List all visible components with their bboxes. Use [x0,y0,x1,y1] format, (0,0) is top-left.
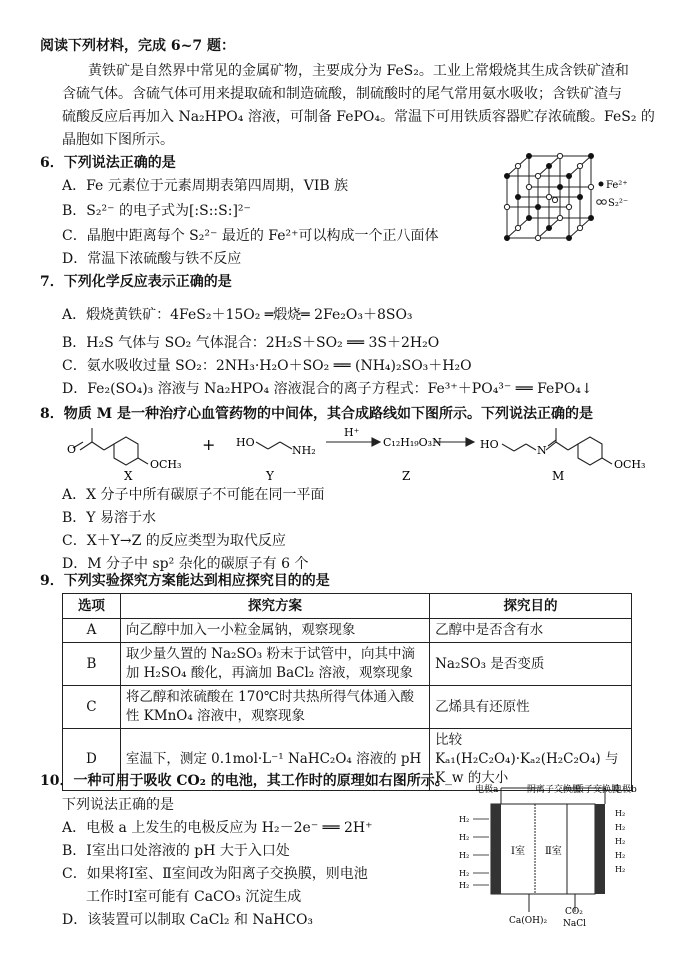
row-goal: 比较 Kₐ₁(H₂C₂O₄)·Kₐ₂(H₂C₂O₄) 与 K_w 的大小 [430,729,632,791]
input-co2: CO₂ [565,907,583,917]
svg-text:H₂: H₂ [615,823,626,832]
legend-fe: Fe²⁺ [606,180,628,191]
svg-text:H₂: H₂ [615,865,626,874]
row-option: A [63,619,121,643]
q8-stem: 8．物质 M 是一种治疗心血管药物的中间体，其合成路线如下图所示。下列说法正确的是 [40,406,593,422]
table-row [63,686,632,729]
table-header-row [63,594,632,619]
passage-line-4: 晶胞如下图所示。 [62,132,174,148]
svg-text:H₂: H₂ [459,851,470,860]
row-plan: 取少量久置的 Na₂SO₃ 粉末于试管中，向其中滴加 H₂SO₄ 酸化，再滴加 BaCl₂ 溶液，观察现象 [120,643,429,686]
q7-option-c: C．氨水吸收过量 SO₂：2NH₃·H₂O＋SO₂ ══ (NH₄)₂SO₃＋H₂O [62,358,472,374]
m-och3: OCH₃ [614,458,646,471]
table-row [63,619,632,643]
svg-text:H₂: H₂ [459,833,470,842]
passage-line-2: 含硫气体。含硫气体可用来提取硫和制造硫酸，制硫酸时的尾气常用氨水吸收；含铁矿渣与 [62,86,622,102]
passage-line-3: 硫酸反应后再加入 Na₂HPO₄ 溶液，可制备 FePO₄。常温下可用铁质容器贮存浓硫酸。FeS₂ 的 [62,109,655,125]
q7-option-d: D．Fe₂(SO₄)₃ 溶液与 Na₂HPO₄ 溶液混合的离子方程式：Fe³⁺＋PO₄³⁻ ══ FePO₄↓ [62,381,593,397]
label-proton-membrane: 质子交换膜 [575,785,621,795]
passage-line-1: 黄铁矿是自然界中常见的金属矿物，主要成分为 FeS₂。工业上常煅烧其生成含铁矿渣和 [88,63,629,79]
q6-option-a: A．Fe 元素位于元素周期表第四周期，VIB 族 [62,178,349,194]
x-och3: OCH₃ [150,458,182,471]
label-z: Z [402,469,411,482]
row-option: B [63,643,121,686]
m-n: N [537,444,547,457]
header-option: 选项 [63,594,121,619]
label-anion-membrane: 阴离子交换膜 [527,785,582,795]
q6-stem: 6．下列说法正确的是 [40,155,176,171]
z-formula: C₁₂H₁₉O₃N [383,436,442,449]
row-option: C [63,686,121,729]
svg-text:O: O [67,443,77,456]
q8-option-c: C．X＋Y→Z 的反应类型为取代反应 [62,533,286,549]
row-plan: 室温下，测定 0.1mol·L⁻¹ NaHC₂O₄ 溶液的 pH [120,729,429,791]
q8-option-d: D．M 分子中 sp² 杂化的碳原子有 6 个 [62,556,309,572]
header-goal: 探究目的 [430,594,632,619]
q10-option-d: D．该装置可以制取 CaCl₂ 和 NaHCO₃ [62,912,314,928]
row-option: D [63,729,121,791]
q10-stem-2: 下列说法正确的是 [62,797,174,813]
svg-text:H₂: H₂ [615,837,626,846]
q6-option-c: C．晶胞中距离每个 S₂²⁻ 最近的 Fe²⁺可以构成一个正八面体 [62,228,439,244]
synthesis-scheme [62,420,662,482]
q10-option-b: B．Ⅰ室出口处溶液的 pH 大于入口处 [62,843,290,859]
table-row [63,643,632,686]
y-nh2: NH₂ [292,444,316,457]
room-2: Ⅱ室 [545,846,562,857]
experiment-table [62,593,632,791]
fes2-unit-cell-figure [495,148,645,258]
y-ho: HO [236,436,255,449]
q10-option-a: A．电极 a 上发生的电极反应为 H₂－2e⁻ ══ 2H⁺ [62,820,373,836]
input-nacl: NaCl [563,919,587,929]
m-ho: HO [480,438,499,451]
q7-stem: 7．下列化学反应表示正确的是 [40,274,232,290]
material-header: 阅读下列材料，完成 6~7 题： [40,38,235,54]
row-plan: 将乙醇和浓硫酸在 170℃时共热所得气体通入酸性 KMnO₄ 溶液中，观察现象 [120,686,429,729]
row-goal: 乙烯具有还原性 [430,686,632,729]
q6-option-b: B．S₂²⁻ 的电子式为[:S::S:]²⁻ [62,203,251,219]
h2-label: H₂ [459,881,470,890]
svg-text:H₂: H₂ [615,809,626,818]
label-x: X [124,469,133,482]
label-m: M [552,469,565,482]
header-plan: 探究方案 [120,594,429,619]
svg-text:H₂: H₂ [459,815,470,824]
q9-stem: 9．下列实验探究方案能达到相应探究目的的是 [40,573,330,589]
q8-option-a: A．X 分子中所有碳原子不可能在同一平面 [62,487,325,503]
q10-stem: 10．一种可用于吸收 CO₂ 的电池，其工作时的原理如右图所示。 [40,773,449,789]
q7-option-b: B．H₂S 气体与 SO₂ 气体混合：2H₂S＋SO₂ ══ 3S＋2H₂O [62,335,440,351]
svg-text:H₂: H₂ [459,869,470,878]
row-plan: 向乙醇中加入一小粒金属钠，观察现象 [120,619,429,643]
legend-s2: S₂²⁻ [608,198,629,209]
label-electrode-a: 电极a [475,785,499,795]
input-caoh2: Ca(OH)₂ [509,916,548,926]
catalyst: H⁺ [344,426,360,439]
label-y: Y [266,469,274,482]
room-1: Ⅰ室 [511,846,525,857]
q10-option-c: C．如果将Ⅰ室、Ⅱ室间改为阳离子交换膜，则电池 [62,866,368,882]
row-goal: Na₂SO₃ 是否变质 [430,643,632,686]
q8-option-b: B．Y 易溶于水 [62,510,156,526]
label-electrode-b: 电极b [613,785,637,795]
q7-option-a: A．煅烧黄铁矿：4FeS₂＋15O₂ ═煅烧═ 2Fe₂O₃＋8SO₃ [62,307,413,323]
q10-option-c-cont: 工作时Ⅰ室可能有 CaCO₃ 沉淀生成 [86,889,302,905]
row-goal: 乙醇中是否含有水 [430,619,632,643]
svg-text:H₂: H₂ [615,851,626,860]
q6-option-d: D．常温下浓硫酸与铁不反应 [62,251,242,267]
battery-cell-figure [455,782,645,932]
plus-sign: + [202,435,216,454]
